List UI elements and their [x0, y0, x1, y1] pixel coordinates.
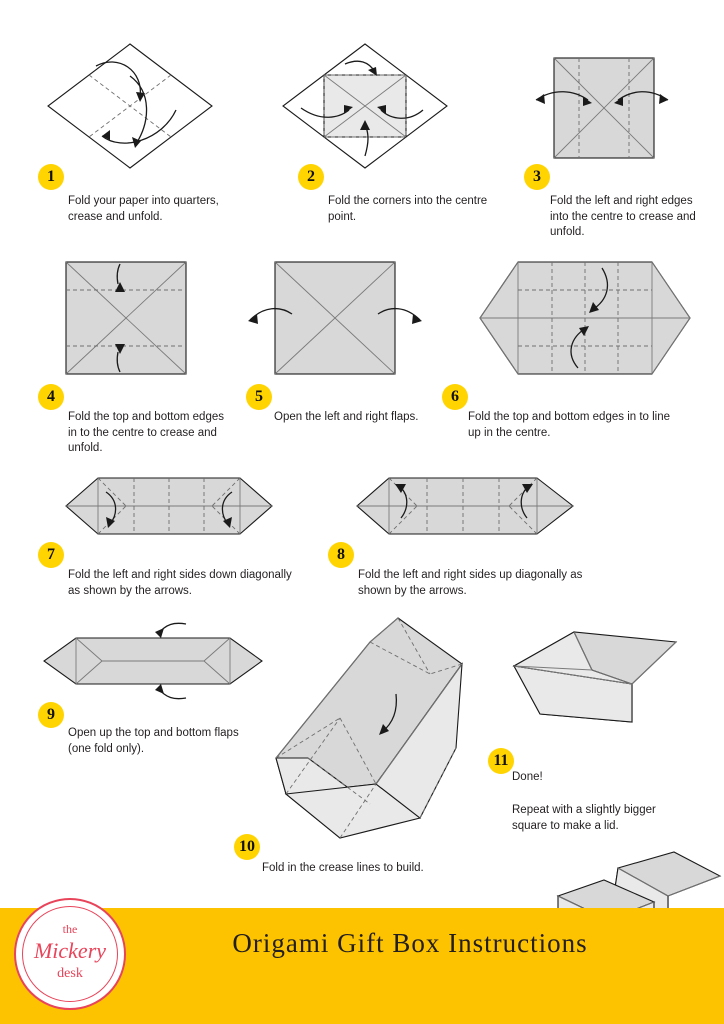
diagram-step-10 [250, 608, 490, 868]
step-badge-9: 9 [38, 702, 64, 728]
step-caption-11-extra: Repeat with a slightly bigger square to make a lid. [512, 804, 656, 832]
logo-line-main: Mickery [33, 938, 107, 963]
diagram-step-4 [46, 248, 206, 380]
step-badge-2: 2 [298, 164, 324, 190]
step-badge-5: 5 [246, 384, 272, 410]
diagram-step-6 [470, 248, 700, 380]
step-caption-3: Fold the left and right edges into the centre to crease and unfold. [550, 195, 696, 238]
step-badge-10: 10 [234, 834, 260, 860]
diagram-step-7 [56, 470, 286, 540]
step-caption-2: Fold the corners into the centre point. [328, 195, 488, 223]
step-caption-1: Fold your paper into quarters, crease and unfold. [68, 195, 219, 223]
step-badge-7: 7 [38, 542, 64, 568]
diagram-step-1 [40, 36, 220, 176]
step-badge-6: 6 [442, 384, 468, 410]
step-caption-9: Open up the top and bottom flaps (one fold only). [68, 727, 239, 755]
step-badge-8: 8 [328, 542, 354, 568]
diagram-step-5 [240, 248, 430, 380]
diagram-step-9 [34, 616, 284, 706]
document-title: Origami Gift Box Instructions [232, 928, 588, 958]
step-caption-11: Done! [512, 771, 543, 783]
step-badge-11: 11 [488, 748, 514, 774]
brand-logo [14, 898, 126, 1010]
diagram-step-8 [345, 470, 585, 540]
logo-line-the: the [62, 922, 78, 936]
step-caption-6: Fold the top and bottom edges in to line up in the centre. [468, 411, 671, 439]
step-caption-4: Fold the top and bottom edges in to the centre to crease and unfold. [68, 411, 224, 454]
step-badge-1: 1 [38, 164, 64, 190]
step-caption-5: Open the left and right flaps. [274, 411, 419, 423]
diagram-step-3 [518, 40, 678, 170]
step-caption-7: Fold the left and right sides down diagonally as shown by the arrows. [68, 569, 292, 597]
logo-line-desk: desk [57, 966, 83, 981]
step-badge-4: 4 [38, 384, 64, 410]
step-caption-10: Fold in the crease lines to build. [262, 862, 424, 874]
diagram-step-2 [275, 36, 455, 176]
step-caption-8: Fold the left and right sides up diagonally as shown by the arrows. [358, 569, 583, 597]
step-badge-3: 3 [524, 164, 550, 190]
diagram-step-11 [500, 622, 690, 742]
